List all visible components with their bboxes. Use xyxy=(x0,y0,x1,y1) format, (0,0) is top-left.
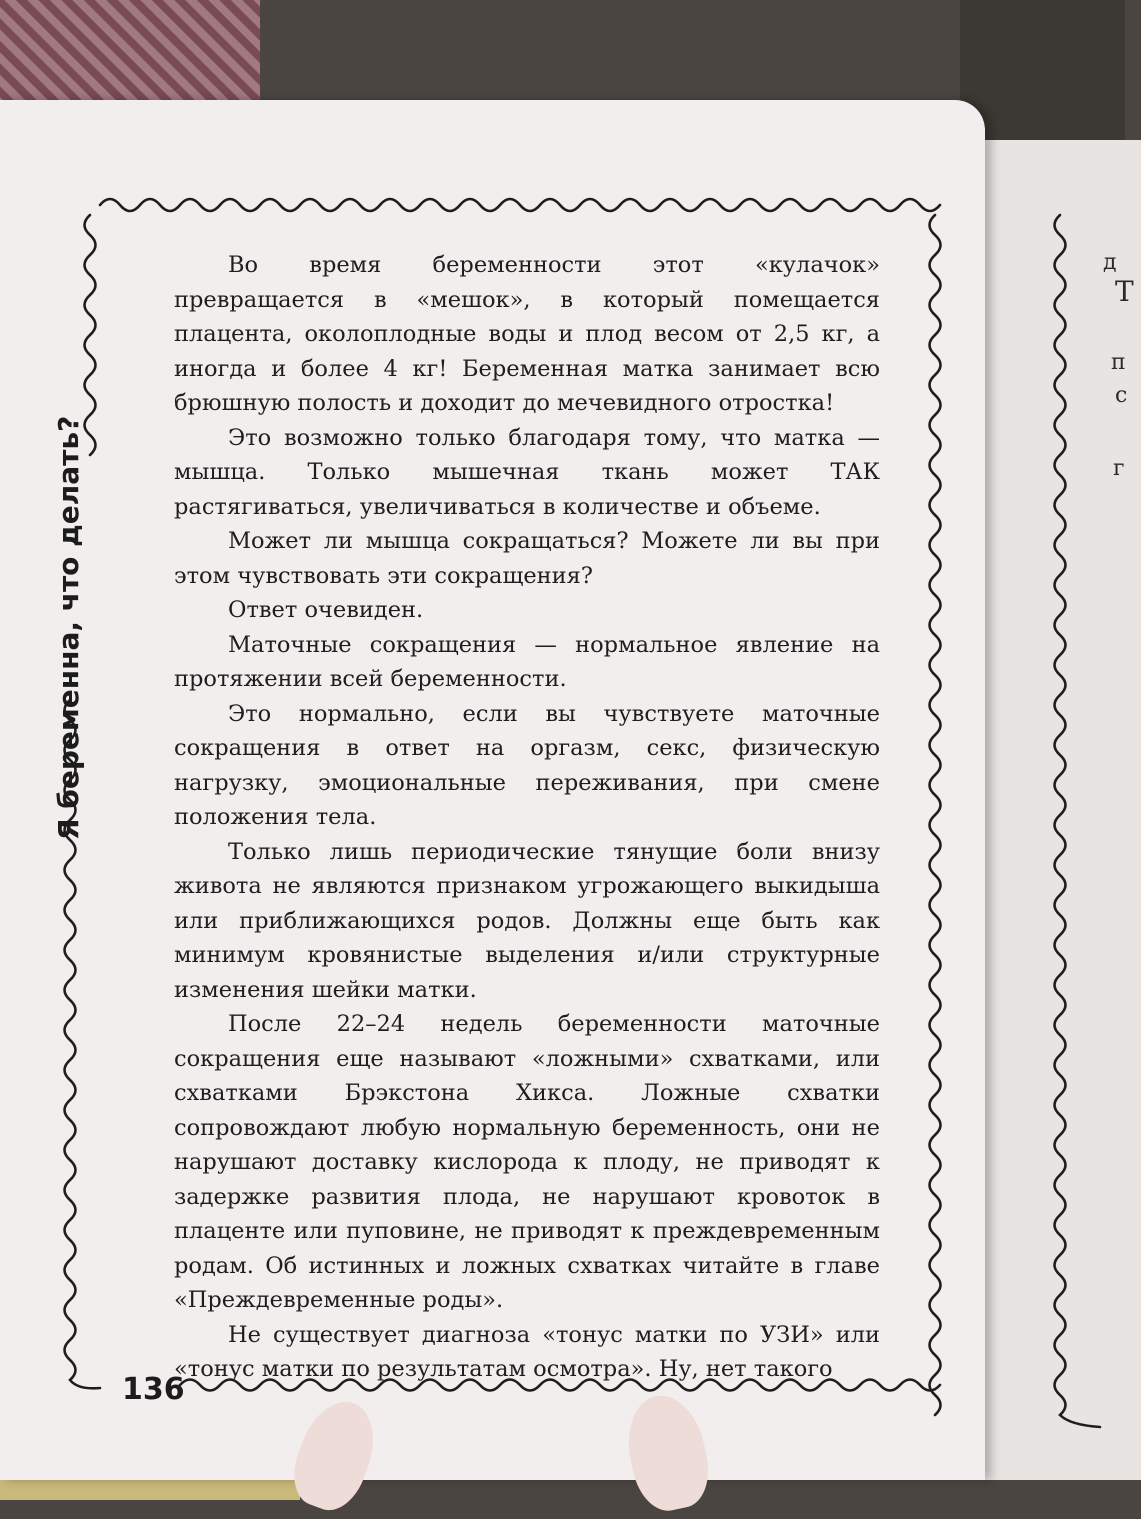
next-page xyxy=(968,140,1141,1480)
paragraph: Во время беременности этот «кулачок» превращается в «мешок», в который помещается плацента, околоплодные воды и плод весом от 2,5 кг, а иногда и более 4 кг! Беременная матка занимает всю брюшную полость и доходит до мечевидного отростка! xyxy=(174,252,880,416)
page-number: 136 xyxy=(122,1372,185,1407)
next-page-fragment: г xyxy=(1113,456,1125,481)
next-page-fragment: Т xyxy=(1115,275,1134,308)
paragraph: Только лишь периодические тянущие боли внизу живота не являются признаком угрожающего выкидыша или приближающихся родов. Должны еще быть как минимум кровянистые выделения и/или структурные изменения шейки матки. xyxy=(174,838,880,1003)
paragraph: Может ли мышца сокращаться? Можете ли вы при этом чувствовать эти сокращения? xyxy=(174,528,880,589)
next-page-fragment: п xyxy=(1111,350,1126,375)
paragraph: Это нормально, если вы чувствуете маточные сокращения в ответ на оргазм, секс, физическую нагрузку, эмоциональные переживания, при смене положения тела. xyxy=(174,700,880,830)
next-page-fragment: д xyxy=(1103,250,1117,275)
paragraph: Это возможно только благодаря тому, что матка — мышца. Только мышечная ткань может ТАК растягиваться, увеличиваться в количестве и объеме. xyxy=(174,424,880,520)
paragraph: После 22–24 недель беременности маточные сокращения еще называют «ложными» схватками, или схватками Брэкстона Хикса. Ложные схватки сопровождают любую нормальную беременность, они не нарушают доставку кислорода к плоду, не приводят к задержке развития плода, не нарушают кровоток в плаценте или пуповине, не приводят к преждевременным родам. Об истинных и ложных схватках читайте в главе «Преждевременные роды». xyxy=(174,1011,880,1313)
paragraph: Маточные сокращения — нормальное явление на протяжении всей беременности. xyxy=(174,631,880,692)
body-text xyxy=(174,248,880,1387)
paragraph: Ответ очевиден. xyxy=(228,597,424,623)
paragraph: Не существует диагноза «тонус матки по УЗИ» или «тонус матки по результатам осмотра». Ну, нет такого xyxy=(174,1321,880,1382)
running-title: Я беременна, что делать? xyxy=(52,415,85,840)
next-page-fragment: с xyxy=(1115,383,1128,408)
